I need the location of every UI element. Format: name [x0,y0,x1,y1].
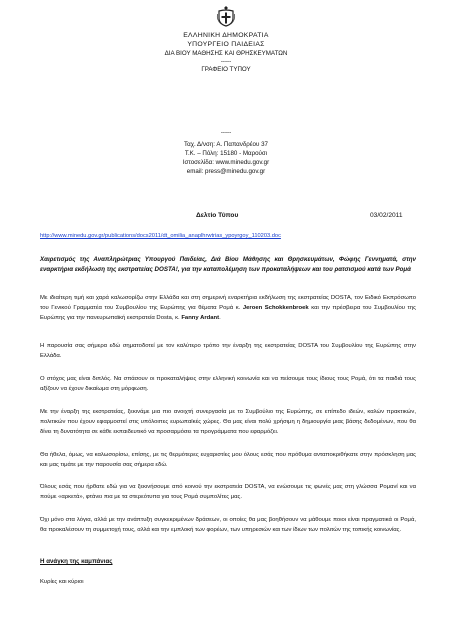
header-ministry: ΥΠΟΥΡΓΕΙΟ ΠΑΙΔΕΙΑΣ [187,41,265,48]
doc-title: Δελτίο Τύπου [196,212,239,219]
paragraph-text: . [219,315,221,321]
paragraph-goal: Ο στόχος μας είναι διπλός. Να σπάσουν οι προκαταλήψεις στην ελληνική κοινωνία και να πείσουμε τους ίδιους τους Ρομά, ότι τα παιδιά τους αξίζουν να έχουν δικαίωμα στη μόρφωση. [40,376,416,392]
paragraph-actions: Όχι μόνο στα λόγια, αλλά με την ανάπτυξη συγκεκριμένων δράσεων, οι οποίες θα μας βοηθήσουν να μάθουμε ποιοι είναι πραγματικά οι Ρομά, θα προκαλέσουν τη συμμετοχή τους, αλλά και την εμπλοκή των φορέων, των υπηρεσιών και των ίδιων των πολιτών της τοπικής κοινωνίας. [40,517,416,533]
paragraph-welcome [40,293,416,323]
closing-salutation: Κυρίες και κύριοι [40,579,84,585]
lead-paragraph: Χαιρετισμός της Αναπληρώτριας Υπουργού Παιδείας, Διά Βίου Μάθησης και Θρησκευμάτων, Φώφης Γεννηματά, στην εναρκτήρια εκδήλωση της εκστρατείας DOSTA!, για την καταπολέμηση των προκαταλήψεων και του ρατσισμού κατά των Ρομά [40,256,416,273]
header-separator: ----- [220,58,232,65]
paragraph-cooperation: Με την έναρξη της εκστρατείας, ξεκινάμε μια πιο ανοιχτή συνεργασία με το Συμβούλιο της Ευρώπης, σε επίπεδο ιδεών, καλών πρακτικών, πολιτικών που έχουν εφαρμοστεί στις υπόλοιπες ευρωπαϊκές χώρες. Θα μας είναι πολύ χρήσιμη η δημιουργία μιας βάσης δεδομένων, που θα δίνει τη δυνατότητα σε κάθε εκπαιδευτικό να προσαρμόσει τα προγράμματα που εφαρμόζει. [40,409,416,435]
paragraph-text: και την πρέσβειρα του Συμβουλίου της Ευρώπης για την πανευρωπαϊκή εκστρατεία Dosta, κ. [40,305,416,321]
person-name: Jeroen Schokkenbroek [242,305,309,311]
paragraph-presence: Η παρουσία σας σήμερα εδώ σηματοδοτεί με τον καλύτερο τρόπο την έναρξη της εκστρατείας DOSTA του Συμβουλίου της Ευρώπης στην Ελλάδα. [40,343,416,359]
header-separator: ----- [220,129,232,136]
person-name: Fanny Ardant [181,315,220,321]
doc-url-link[interactable]: http://www.minedu.gov.gr/publications/docs2011/dt_omilia_anaplhrwtrias_ypoyrgoy_110203.doc [40,233,281,239]
header-email: email: press@minedu.gov.gr [186,168,266,175]
header-ministry-sub: ΔΙΑ ΒΙΟΥ ΜΑΘΗΣΗΣ ΚΑΙ ΘΡΗΣΚΕΥΜΑΤΩΝ [164,50,288,57]
paragraph-thanks: Θα ήθελα, όμως, να καλωσορίσω, επίσης, με τις θερμότερες ευχαριστίες μου όλους εσάς που πρόθυμα ανταποκριθήκατε στην πρόσκληση μας και μας τιμάτε με την παρουσία σας σήμερα εδώ. [40,452,416,468]
paragraph-voices: Όλους εσάς που ήρθατε εδώ για να ξεκινήσουμε από κοινού την εκστρατεία DOSTA, να ενώσουμε τις φωνές μας στη γλώσσα Ρομανί και να πούμε «αρκετά», φτάνει πια με τα στερεότυπα για τους Ρομά συμπολίτες μας. [40,484,416,500]
header-postal: Τ.Κ. – Πόλη: 15180 - Μαρούσι [184,150,268,157]
header-office: ΓΡΑΦΕΙΟ ΤΥΠΟΥ [201,66,251,73]
header-address: Ταχ. Δ/νση: Α. Παπανδρέου 37 [184,141,268,148]
paragraph-text: Με ιδιαίτερη τιμή και χαρά καλωσορίζω στην Ελλάδα και στη σημερινή εναρκτήρια εκδήλωση της εκστρατείας DOSTA, τον Ειδικό Εκπρόσωπο του Γενικού Γραμματέα του Συμβουλίου της Ευρώπης για θέματα Ρομά κ. [40,295,416,311]
greek-coat-of-arms-icon [216,5,236,27]
section-heading: Η ανάγκη της καμπάνιας [40,558,113,565]
header-website: Ιστοσελίδα: www.minedu.gov.gr [182,159,270,166]
header-republic: ΕΛΛΗΝΙΚΗ ΔΗΜΟΚΡΑΤΙΑ [183,32,269,39]
doc-date: 03/02/2011 [370,212,403,219]
